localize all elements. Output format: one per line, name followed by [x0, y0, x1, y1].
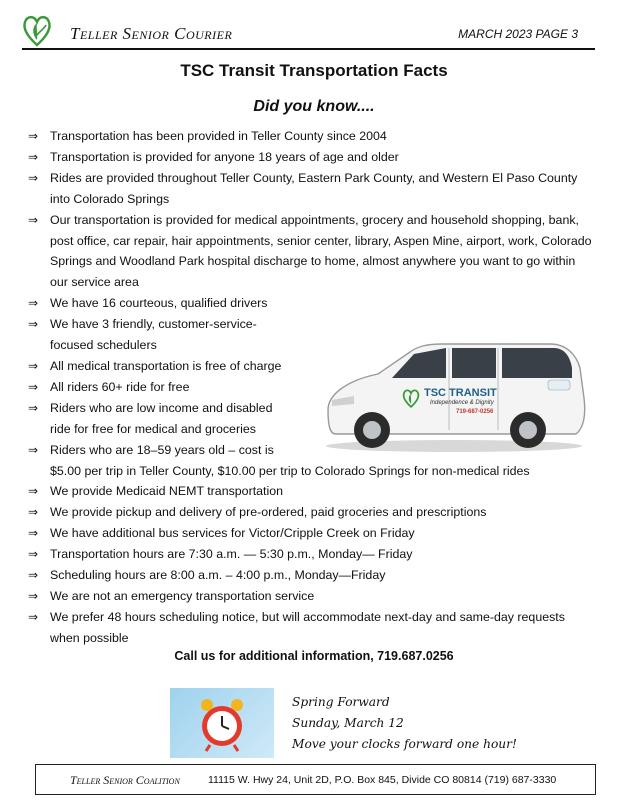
list-item: ⇒ Transportation hours are 7:30 a.m. — 5:30 p.m., Monday— Friday	[28, 544, 593, 565]
footer-address: 11115 W. Hwy 24, Unit 2D, P.O. Box 845, Divide CO 80814 (719) 687-3330	[208, 774, 557, 786]
list-item: ⇒ Transportation is provided for anyone 18 years of age and older	[28, 147, 593, 168]
notice-line-2: Sunday, March 12	[292, 716, 404, 730]
spring-forward-notice	[292, 692, 517, 755]
call-to-action: Call us for additional information, 719.687.0256	[174, 649, 454, 663]
list-item: ⇒ We provide Medicaid NEMT transportation	[28, 481, 593, 502]
arrow-bullet-icon: ⇒	[28, 505, 39, 520]
arrow-bullet-icon: ⇒	[28, 484, 39, 499]
list-item: ⇒ Our transportation is provided for medical appointments, grocery and household shopping, bank, post office, car repair, hair appointments, senior center, library, Aspen Mine, airport, work, Colorado Springs and Woodland Park hospital discharge to home, almost anywhere you want to go within our service area	[28, 210, 593, 294]
van-brand: TSC TRANSIT	[424, 387, 497, 399]
arrow-bullet-icon: ⇒	[28, 568, 39, 583]
arrow-bullet-icon: ⇒	[28, 170, 39, 185]
heart-leaf-logo-icon	[22, 13, 52, 47]
arrow-bullet-icon: ⇒	[28, 358, 39, 373]
list-item: ⇒ We prefer 48 hours scheduling notice, but will accommodate next-day and same-day requests when possible	[28, 607, 593, 649]
notice-line-3: Move your clocks forward one hour!	[292, 737, 517, 751]
alarm-clock-icon	[170, 688, 274, 758]
arrow-bullet-icon: ⇒	[28, 442, 39, 457]
arrow-bullet-icon: ⇒	[28, 588, 39, 603]
header-divider	[22, 48, 595, 50]
arrow-bullet-icon: ⇒	[28, 129, 39, 143]
list-item: ⇒ All medical transportation is free of charge	[28, 356, 593, 377]
list-item: ⇒ We have 3 friendly, customer-service-focused schedulers	[28, 314, 593, 356]
list-item: ⇒ All riders 60+ ride for free	[28, 377, 593, 398]
article-title: TSC Transit Transportation Facts	[180, 61, 448, 80]
list-item: ⇒ We are not an emergency transportation service	[28, 586, 593, 607]
transit-van-image	[318, 338, 590, 454]
arrow-bullet-icon: ⇒	[28, 317, 39, 332]
arrow-bullet-icon: ⇒	[28, 609, 39, 624]
list-item: ⇒ We provide pickup and delivery of pre-ordered, paid groceries and prescriptions	[28, 502, 593, 523]
arrow-bullet-icon: ⇒	[28, 212, 39, 227]
heart-leaf-logo-icon	[402, 388, 420, 408]
list-item: ⇒ Scheduling hours are 8:00 a.m. – 4:00 p.m., Monday—Friday	[28, 565, 593, 586]
arrow-bullet-icon: ⇒	[28, 547, 39, 562]
list-item: ⇒ Rides are provided throughout Teller County, Eastern Park County, and Western El Paso County into Colorado Springs	[28, 168, 593, 210]
issue-date-page: MARCH 2023 PAGE 3	[458, 27, 578, 41]
notice-line-1: Spring Forward	[292, 695, 390, 709]
arrow-bullet-icon: ⇒	[28, 400, 39, 415]
list-item: ⇒ Transportation has been provided in Teller County since 2004	[28, 126, 593, 147]
van-phone: 719-687-0256	[456, 409, 494, 415]
van-tagline: Independence & Dignity	[430, 400, 494, 406]
footer-org: Teller Senior Coalition	[70, 773, 180, 787]
list-item: ⇒ We have 16 courteous, qualified drivers	[28, 293, 593, 314]
list-item: ⇒ Riders who are 18–59 years old – cost is $5.00 per trip in Teller County, $10.00 per trip to Colorado Springs for non-medical rides	[28, 440, 593, 482]
publication-title: Teller Senior Courier	[70, 24, 233, 43]
arrow-bullet-icon: ⇒	[28, 149, 39, 164]
footer-box	[35, 764, 596, 795]
list-item: ⇒ We have additional bus services for Victor/Cripple Creek on Friday	[28, 523, 593, 544]
clock-illustration	[170, 688, 274, 758]
arrow-bullet-icon: ⇒	[28, 379, 39, 394]
list-item: ⇒ Riders who are low income and disabled ride for free for medical and groceries	[28, 398, 593, 440]
arrow-bullet-icon: ⇒	[28, 296, 39, 311]
arrow-bullet-icon: ⇒	[28, 526, 39, 541]
article-subtitle: Did you know....	[253, 98, 375, 115]
